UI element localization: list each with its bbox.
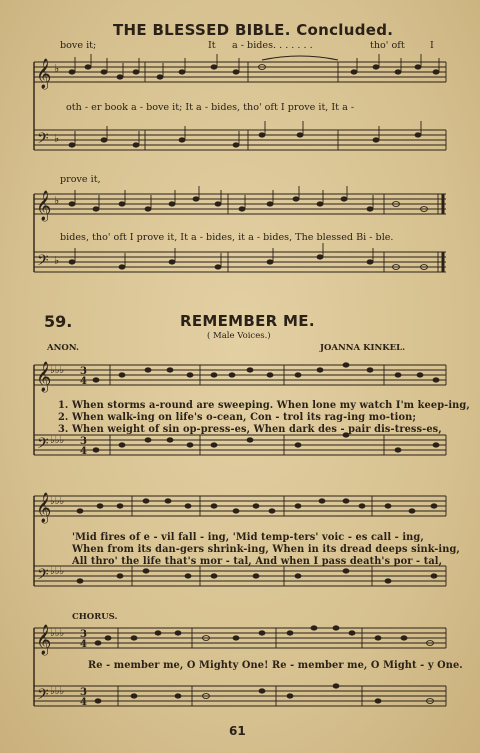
svg-text:𝄢: 𝄢 bbox=[37, 435, 49, 456]
verse-2-line: 2. When walk-ing on life's o-cean, Con - trol its rag-ing mo-tion; bbox=[58, 412, 417, 423]
verse-2-line: When from its dan-gers shrink-ing, When in its dread deeps sink-ing, bbox=[72, 544, 460, 555]
svg-text:♭: ♭ bbox=[54, 62, 60, 75]
svg-text:𝄢: 𝄢 bbox=[37, 130, 49, 151]
svg-text:4: 4 bbox=[80, 446, 87, 457]
svg-text:𝄞: 𝄞 bbox=[36, 625, 52, 655]
svg-text:𝄢: 𝄢 bbox=[37, 252, 49, 273]
svg-text:𝄞: 𝄞 bbox=[36, 493, 52, 523]
svg-text:♭: ♭ bbox=[54, 132, 60, 145]
verse-1-line: 'Mid fires of e - vil fall - ing, 'Mid temp-ters' voic - es call - ing, bbox=[72, 532, 424, 543]
lyric-line: oth - er book a - bove it; It a - bides, tho' oft I prove it, It a - bbox=[66, 102, 355, 113]
svg-text:♭: ♭ bbox=[54, 254, 60, 267]
svg-text:♭♭♭: ♭♭♭ bbox=[50, 566, 65, 577]
svg-text:𝄢: 𝄢 bbox=[37, 686, 49, 707]
svg-text:𝄞: 𝄞 bbox=[36, 362, 52, 392]
lyric-line: bides, tho' oft I prove it, It a - bides, it a - bides, The blessed Bi - ble. bbox=[60, 232, 394, 243]
verse-3-line: All thro' the life that's mor - tal, And when I pass death's por - tal, bbox=[72, 556, 443, 567]
lyric-line: prove it, bbox=[60, 174, 101, 185]
svg-text:3: 3 bbox=[80, 687, 87, 698]
svg-text:3: 3 bbox=[80, 436, 87, 447]
page-title: THE BLESSED BIBLE. Concluded. bbox=[113, 21, 394, 39]
svg-text:4: 4 bbox=[80, 697, 87, 708]
svg-text:♭♭♭: ♭♭♭ bbox=[50, 496, 65, 507]
music-system bbox=[0, 50, 480, 180]
page-number: 61 bbox=[229, 724, 246, 738]
svg-text:♭♭♭: ♭♭♭ bbox=[50, 686, 65, 697]
svg-text:3: 3 bbox=[80, 366, 87, 377]
chorus-label: CHORUS. bbox=[72, 612, 118, 622]
svg-text:4: 4 bbox=[80, 639, 87, 650]
lyric-line: I bbox=[430, 40, 434, 51]
composer-credit: JOANNA KINKEL. bbox=[320, 343, 406, 353]
hymn-subtitle: ( Male Voices.) bbox=[207, 331, 271, 341]
lyricist-credit: ANON. bbox=[47, 343, 79, 353]
chorus-line: Re - member me, O Mighty One! Re - member me, O Might - y One. bbox=[88, 660, 463, 671]
svg-text:3: 3 bbox=[80, 629, 87, 640]
svg-text:𝄞: 𝄞 bbox=[36, 191, 52, 221]
svg-text:♭♭♭: ♭♭♭ bbox=[50, 365, 65, 376]
svg-text:4: 4 bbox=[80, 376, 87, 387]
music-system bbox=[0, 616, 480, 736]
hymn-number: 59. bbox=[44, 312, 73, 331]
lyric-line: a - bides. . . . . . . bbox=[232, 40, 313, 51]
svg-text:♭♭♭: ♭♭♭ bbox=[50, 628, 65, 639]
verse-3-line: 3. When weight of sin op-press-es, When dark des - pair dis-tress-es, bbox=[58, 424, 442, 435]
lyric-line: It bbox=[208, 40, 216, 51]
svg-text:♭♭♭: ♭♭♭ bbox=[50, 435, 65, 446]
svg-text:𝄢: 𝄢 bbox=[37, 566, 49, 587]
lyric-line: bove it; bbox=[60, 40, 97, 51]
lyric-line: tho' oft bbox=[370, 40, 405, 51]
svg-text:𝄞: 𝄞 bbox=[36, 59, 52, 89]
hymn-title: REMEMBER ME. bbox=[180, 312, 315, 330]
svg-text:♭: ♭ bbox=[54, 194, 60, 207]
verse-1-line: 1. When storms a-round are sweeping. When lone my watch I'm keep-ing, bbox=[58, 400, 470, 411]
